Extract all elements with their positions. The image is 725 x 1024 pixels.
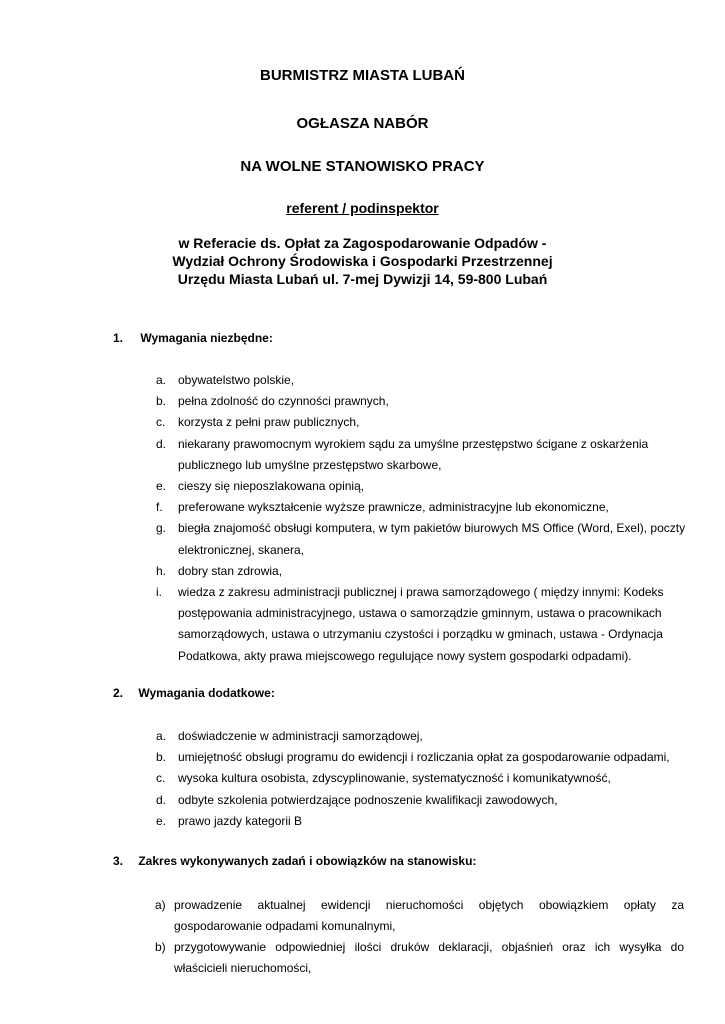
list-item	[152, 391, 692, 412]
department-block	[0, 234, 725, 288]
list-marker: c.	[156, 415, 166, 430]
department-line: w Referacie ds. Opłat za Zagospodarowanie Odpadów -	[178, 235, 547, 251]
list-item	[152, 747, 692, 768]
list-item	[152, 811, 692, 832]
list-item	[152, 518, 692, 560]
section-title: Zakres wykonywanych zadań i obowiązków na stanowisku:	[138, 854, 477, 868]
list-marker: a)	[155, 898, 166, 912]
list-item	[152, 582, 692, 667]
list-item-text: cieszy się nieposzlakowana opinią,	[178, 479, 365, 494]
list-item	[152, 476, 692, 497]
section-number: 2.	[113, 686, 124, 700]
section-title: Wymagania dodatkowe:	[138, 686, 275, 700]
list-marker: d.	[156, 792, 167, 807]
list-item	[152, 726, 692, 747]
list-marker: f.	[156, 500, 163, 515]
list-item	[152, 937, 684, 979]
list-item-text: wiedza z zakresu administracji publicznej i prawa samorządowego ( między innymi: Kodeks postępowania administracyjnego, ustawa o samorządzie gminnym, ustawa o pracownikach samorządowych, ustawa o utrzymaniu czystości i porządku w gminach, ustawa - Ordynacja Podatkowa, akty prawa miejscowego regulujące nowy system gospodarki odpadami).	[178, 585, 664, 663]
list-marker: a.	[156, 373, 167, 387]
list-marker: h.	[156, 563, 167, 578]
section-2-heading	[113, 686, 275, 700]
list-item-text: preferowane wykształcenie wyższe prawnicze, administracyjne lub ekonomiczne,	[178, 500, 609, 515]
announcement-heading: OGŁASZA NABÓR	[296, 115, 429, 132]
section-number: 3.	[113, 854, 124, 868]
list-marker: e.	[156, 813, 167, 828]
section-number: 1.	[113, 331, 124, 345]
list-item-text: dobry stan zdrowia,	[178, 563, 283, 578]
section-3-list	[152, 895, 684, 979]
list-marker: b.	[156, 394, 167, 409]
list-item-text: prowadzenie aktualnej ewidencji nieruchomości objętych obowiązkiem opłaty za gospodarowanie odpadami komunalnymi,	[174, 898, 684, 933]
document-title: BURMISTRZ MIASTA LUBAŃ	[260, 67, 465, 84]
list-item-text: doświadczenie w administracji samorządowej,	[178, 729, 423, 743]
list-item	[152, 412, 692, 433]
list-item	[152, 790, 692, 811]
list-item	[152, 768, 692, 789]
list-marker: b.	[156, 750, 167, 765]
section-2-list	[152, 726, 692, 832]
list-marker: a.	[156, 729, 167, 743]
list-item-text: pełna zdolność do czynności prawnych,	[178, 394, 389, 409]
list-marker: i.	[156, 585, 162, 600]
role-heading: referent / podinspektor	[286, 200, 439, 216]
list-item-text: niekarany prawomocnym wyrokiem sądu za umyślne przestępstwo ścigane z oskarżenia publicznego lub umyślne przestępstwo skarbowe,	[178, 436, 649, 472]
list-marker: e.	[156, 479, 167, 494]
list-marker: b)	[155, 940, 166, 954]
list-item	[152, 497, 692, 518]
list-item-text: biegła znajomość obsługi komputera, w tym pakietów biurowych MS Office (Word, Exel), poczty elektronicznej, skanera,	[178, 521, 686, 557]
list-item-text: obywatelstwo polskie,	[178, 373, 295, 387]
list-item-text: korzysta z pełni praw publicznych,	[178, 415, 360, 430]
department-line: Urzędu Miasta Lubań ul. 7-mej Dywizji 14, 59-800 Lubań	[177, 271, 548, 287]
list-item	[152, 895, 684, 937]
list-item-text: przygotowywanie odpowiedniej ilości druków deklaracji, objaśnień oraz ich wysyłka do właścicieli nieruchomości,	[174, 940, 684, 975]
list-item-text: umiejętność obsługi programu do ewidencji i rozliczania opłat za gospodarowanie odpadami,	[178, 750, 670, 765]
section-title: Wymagania niezbędne:	[140, 331, 273, 345]
list-item	[152, 561, 692, 582]
section-1-list	[152, 370, 692, 667]
list-marker: d.	[156, 436, 167, 451]
department-line: Wydział Ochrony Środowiska i Gospodarki Przestrzennej	[172, 253, 553, 269]
section-3-heading	[113, 854, 476, 868]
list-item	[152, 434, 692, 476]
list-item-text: odbyte szkolenia potwierdzające podnoszenie kwalifikacji zawodowych,	[178, 792, 558, 807]
section-1-heading	[113, 331, 273, 345]
list-item	[152, 370, 692, 391]
list-item-text: prawo jazdy kategorii B	[178, 813, 303, 828]
list-item-text: wysoka kultura osobista, zdyscyplinowanie, systematyczność i komunikatywność,	[178, 771, 611, 786]
list-marker: c.	[156, 771, 166, 786]
position-heading: NA WOLNE STANOWISKO PRACY	[240, 158, 485, 175]
list-marker: g.	[156, 521, 167, 536]
